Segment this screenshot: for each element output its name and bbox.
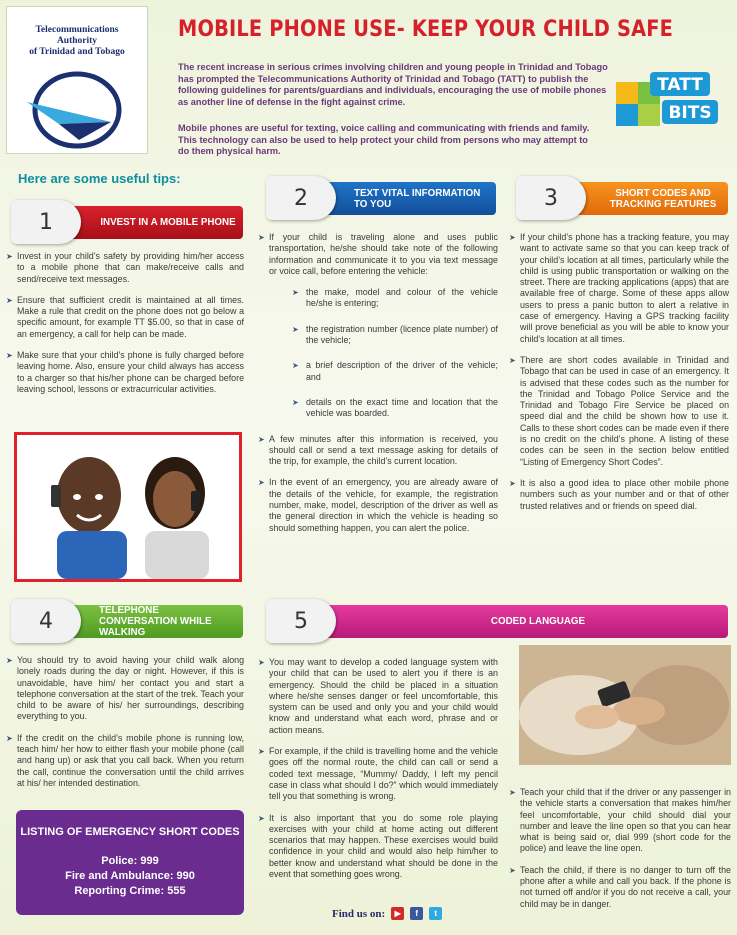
section-5-content-left [258, 657, 498, 890]
list-item: ➤ If your child is traveling alone and uses public transportation, he/she should take note of the following information and communicate it to you via text message or voice call, before entering the vehicle: [258, 232, 498, 276]
section-title: TELEPHONE CONVERSATION WHILE WALKING [99, 605, 212, 638]
arrow-bullet-icon: ➤ [509, 233, 516, 242]
section-5-banner [270, 605, 728, 638]
arrow-bullet-icon: ➤ [6, 351, 13, 361]
list-item: ➤ It is also important that you do some role playing exercises with your child at home acting out different scenarios that may happen. These exercises would build confidence in your child and would also help him/her to better know and understand what should be done in the event that something goes wrong. [258, 812, 498, 880]
section-number: 5 [294, 608, 308, 634]
section-number: 4 [39, 608, 53, 634]
section-title: CODED LANGUAGE [490, 616, 586, 627]
section-title: INVEST IN A MOBILE PHONE [100, 217, 236, 228]
list-item: ➤ If the credit on the child’s mobile phone is running low, teach him/ her how to either flash your mobile phone (call and hang up) or ask that you call back. When you return the call, continue the conversation until the child arrives at his/ her intended destination. [6, 732, 244, 788]
arrow-bullet-icon: ➤ [509, 865, 516, 875]
section-4-content [6, 655, 244, 799]
list-item: ➤ Invest in your child’s safety by providing him/her access to a mobile phone that can make/receive calls and send/receive text messages. [6, 251, 244, 284]
list-item: ➤ You may want to develop a coded language system with your child that can be used to alert you if there is an emergency. Should the child be placed in a situation where he/she senses danger or feel uncomfortable, this system can be used and only you and your child would know and understand what each word, phrase and or action means. [258, 657, 498, 735]
org-name-line1: Telecommunications [35, 25, 119, 35]
emergency-codes-box [16, 810, 244, 915]
arrow-bullet-icon: ➤ [6, 252, 13, 261]
hand-icon [11, 599, 81, 643]
facebook-icon[interactable]: f [410, 907, 423, 920]
arrow-bullet-icon: ➤ [509, 478, 516, 488]
sub-list-item: ➤ a brief description of the driver of the vehicle; and [292, 360, 498, 382]
hands-with-phones-photo [519, 645, 731, 765]
org-name-line2: Authority [56, 36, 98, 46]
list-item: ➤ Teach your child that if the driver or any passenger in the vehicle starts a conversation that makes him/her feel uncomfortable, your child should dial your number and leave the line open so that you can hear what is being said or, dial 999 (short code for the police) and leave the line open. [509, 787, 731, 854]
list-item: ➤ Make sure that your child’s phone is fully charged before leaving home. Also, ensure your child always has access to a charger so that his/her phone can be charged before leaving school, lessons or extracurricular activities. [6, 350, 244, 394]
find-us-footer [332, 907, 442, 920]
section-number: 1 [39, 209, 53, 235]
section-2-content [258, 232, 498, 544]
sub-list-item: ➤ details on the exact time and location that the vehicle was boarded. [292, 396, 498, 419]
twitter-icon[interactable]: t [429, 907, 442, 920]
section-1-content [6, 251, 244, 405]
find-us-label: Find us on: [332, 907, 386, 920]
arrow-bullet-icon: ➤ [258, 658, 265, 667]
hand-icon [11, 200, 81, 244]
org-name-line3: of Trinidad and Tobago [29, 47, 125, 57]
tatt-bits-logo [610, 66, 724, 132]
arrow-bullet-icon: ➤ [292, 397, 299, 407]
section-3-content [509, 232, 729, 522]
fire-ambulance-code: Fire and Ambulance: 990 [65, 870, 195, 882]
list-item: ➤ Ensure that sufficient credit is maintained at all times. Make a rule that credit on the phone does not go below a specific amount, for example TT $5.00, so that in case of an emergency, a call for help can be made. [6, 294, 244, 339]
list-item: ➤ If your child’s phone has a tracking feature, you may want to activate same so that you can keep track of your child’s location at all times, particularly while the child is using public transportation or walking on the street. There are tracking applications (apps) that are available free of charge. Some of these apps allow users to press a panic button to alert a relative in case of emergency. Having a GPS tracking facility will prove beneficial as you will be able to know your child’s location at all times. [509, 232, 729, 344]
section-3-banner [520, 182, 728, 215]
section-1-banner [15, 206, 243, 239]
section-title: SHORT CODES AND TRACKING FEATURES [609, 187, 717, 210]
arrow-bullet-icon: ➤ [509, 355, 516, 365]
list-item: ➤ There are short codes available in Trinidad and Tobago that can be used in case of an emergency. It is advised that these codes such as the number for the Trinidad and Tobago Police Service and the Trinidad and Tobago Fire Service be placed on speed dial and the child be shown how to use it. Calls to these short codes can be made even if there is no credit on the child’s phone. A listing of these codes can be seen in the section below entitled “Listing of Emergency Short Codes”. [509, 354, 729, 467]
list-item: ➤ Teach the child, if there is no danger to turn off the phone after a while and call you back. If the phone is not turned off and/or if you do not receive a call, your child may be in danger. [509, 864, 731, 909]
list-item: ➤ It is also a good idea to place other mobile phone numbers such as your number and or that of other trusted relatives and or friends on speed dial. [509, 477, 729, 511]
emergency-title: LISTING OF EMERGENCY SHORT CODES [20, 826, 240, 838]
section-4-banner [15, 605, 243, 638]
list-item: ➤ A few minutes after this information is received, you should call or send a text message asking for details of the trip, for example, the child’s current location. [258, 433, 498, 467]
hand-icon [266, 599, 336, 643]
police-code: Police: 999 [101, 855, 159, 867]
arrow-bullet-icon: ➤ [6, 295, 13, 305]
arrow-bullet-icon: ➤ [292, 288, 299, 298]
arrow-bullet-icon: ➤ [292, 361, 299, 371]
hand-icon [266, 176, 336, 220]
tatt-swoosh-icon [19, 62, 137, 152]
hand-icon [516, 176, 586, 220]
sub-list-item: ➤ the registration number (licence plate number) of the vehicle; [292, 323, 498, 346]
section-title: TEXT VITAL INFORMATION TO YOU [354, 187, 481, 210]
intro-paragraph-2: Mobile phones are useful for texting, voice calling and communicating with friends and family. This technology can also be used to help protect your child from persons who may attempt to do them physical harm. [178, 123, 590, 157]
sub-list-item: ➤ the make, model and colour of the vehicle he/she is entering; [292, 287, 498, 309]
arrow-bullet-icon: ➤ [258, 233, 265, 242]
section-number: 3 [544, 185, 558, 211]
section-5-content-right [509, 787, 731, 920]
tatt-logo [6, 6, 148, 154]
arrow-bullet-icon: ➤ [258, 478, 265, 488]
arrow-bullet-icon: ➤ [258, 747, 265, 757]
list-item: ➤ In the event of an emergency, you are already aware of the details of the vehicle, for example, the registration number, make, model, description of the driver as well as the general direction in which the vehicle is heading so should something happen, you can alert the police. [258, 477, 498, 533]
tips-heading: Here are some useful tips: [18, 171, 181, 186]
arrow-bullet-icon: ➤ [509, 788, 516, 797]
arrow-bullet-icon: ➤ [258, 434, 265, 444]
youtube-icon[interactable]: ▶ [391, 907, 404, 920]
page-title: MOBILE PHONE USE- KEEP YOUR CHILD SAFE [178, 17, 674, 42]
reporting-crime-code: Reporting Crime: 555 [74, 885, 186, 897]
arrow-bullet-icon: ➤ [6, 656, 13, 665]
bits-logo-text: BITS [668, 103, 712, 123]
tatt-logo-text: TATT [657, 75, 703, 95]
list-item: ➤ For example, if the child is travelling home and the vehicle goes off the normal route, the child can call or send a coded text message, “Mummy/ Daddy, I left my pencil case in class what should I do?” which would immediately tell you that something is wrong. [258, 746, 498, 802]
arrow-bullet-icon: ➤ [258, 813, 265, 823]
section-number: 2 [294, 185, 308, 211]
arrow-bullet-icon: ➤ [292, 324, 299, 334]
arrow-bullet-icon: ➤ [6, 733, 13, 743]
list-item: ➤ You should try to avoid having your child walk along lonely roads during the day or night. However, if this is unavoidable, have him/ her contact you and start a telephone conversation at the start of the trek. Teach your child to be aware of his/ her surroundings, describing everything to you. [6, 655, 244, 722]
intro-paragraph: The recent increase in serious crimes involving children and young people in Trinidad and Tobago has prompted the Telecommunications Authority of Trinidad and Tobago (TATT) to publish the following guidelines for parents/guardians and individuals, encouraging the use of mobile phones as another line of defense in the fight against crime. [178, 62, 608, 107]
children-with-phones-photo [14, 432, 242, 582]
section-2-banner [270, 182, 496, 215]
